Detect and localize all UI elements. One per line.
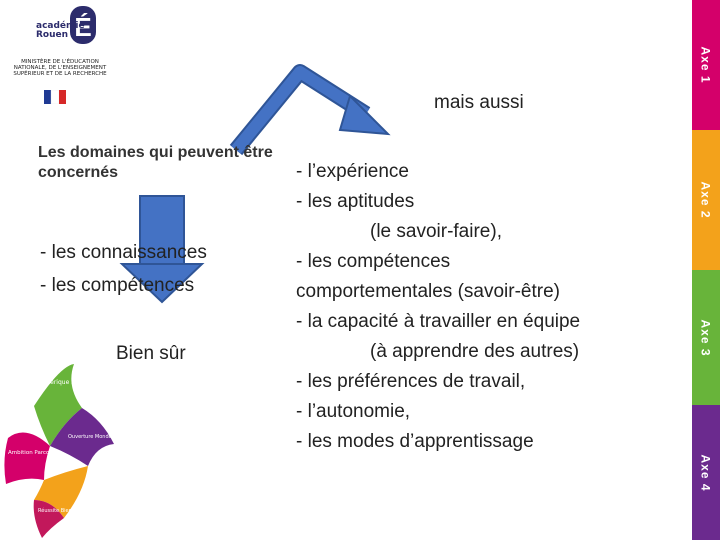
axe-4-band <box>692 405 720 540</box>
logo-line1: académie <box>36 21 85 31</box>
axe-label: Axe 3 <box>699 318 713 357</box>
axe-1-band <box>692 0 720 130</box>
axe-label: Axe 4 <box>699 453 713 492</box>
wheel-label: Réussite Bien-être <box>38 508 84 514</box>
axe-2-band <box>692 130 720 270</box>
list-item: (le savoir-faire), <box>370 221 502 242</box>
list-item: - l’expérience <box>296 161 409 182</box>
ministry-name: MINISTÈRE DE L'ÉDUCATION NATIONALE, DE L'ENSEIGNEMENT SUPÉRIEUR ET DE LA RECHERCHE <box>13 59 107 77</box>
list-item: - les aptitudes <box>296 191 415 212</box>
list-item: - les connaissances <box>40 242 207 263</box>
bien-sur-text: Bien sûr <box>116 343 186 364</box>
axe-label: Axe 2 <box>699 181 713 219</box>
svg-text:É: É <box>74 12 92 42</box>
wheel-label: Ambition Parcours <box>8 450 59 456</box>
domains-title: Les domaines qui peuvent être concernés <box>38 144 273 181</box>
list-item: - les compétences <box>40 275 195 296</box>
list-item: - les compétences <box>296 251 451 272</box>
wheel-label: Numérique Pédagogie <box>36 379 103 386</box>
axes-sidebar <box>692 0 720 540</box>
list-item: - la capacité à travailler en équipe <box>296 311 581 332</box>
right-list <box>296 157 580 457</box>
left-list <box>40 236 207 302</box>
logo-line2: Rouen <box>36 30 69 40</box>
list-item: - l’autonomie, <box>296 401 411 422</box>
axe-3-band <box>692 270 720 405</box>
list-item: - les modes d’apprentissage <box>296 431 534 452</box>
project-wheel-icon <box>4 362 116 538</box>
list-item: - les préférences de travail, <box>296 371 526 392</box>
wheel-label: Ouverture Monde <box>68 434 112 440</box>
mais-aussi-text: mais aussi <box>434 92 524 113</box>
list-item: (à apprendre des autres) <box>370 341 580 362</box>
list-item: comportementales (savoir-être) <box>296 281 560 302</box>
axe-label: Axe 1 <box>699 46 713 84</box>
